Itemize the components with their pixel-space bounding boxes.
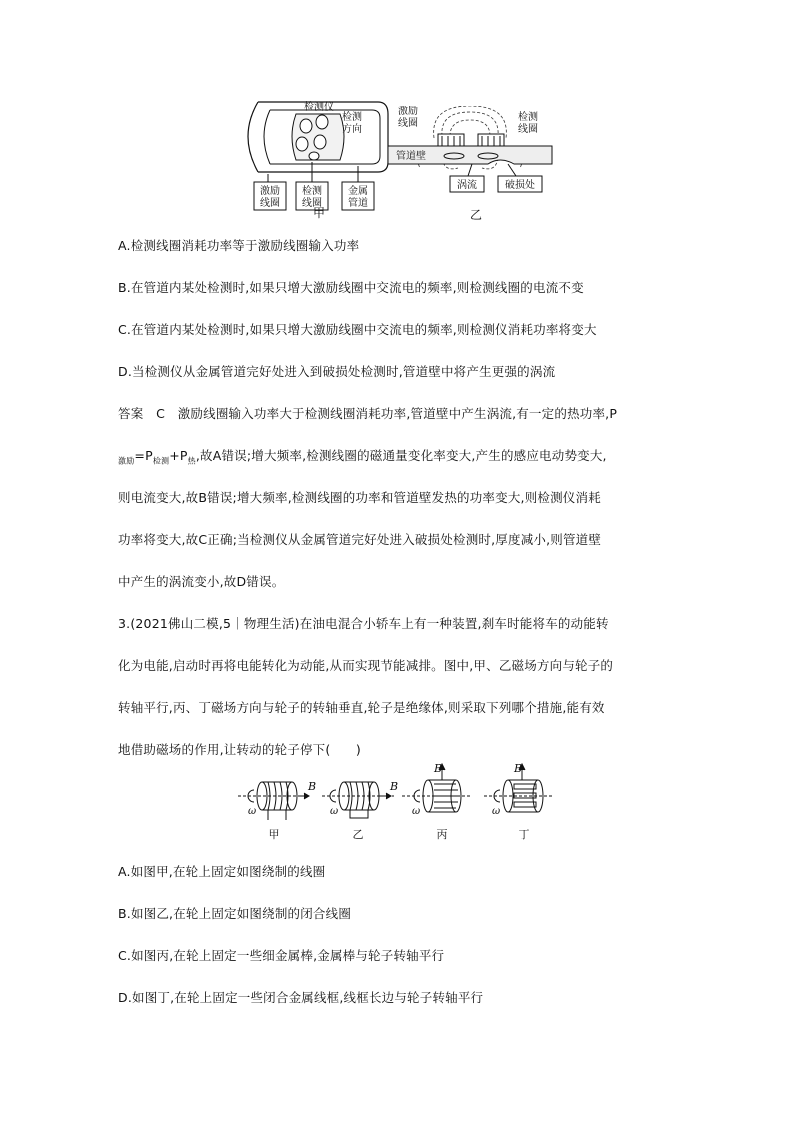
label-direction-2: 方向: [342, 124, 362, 135]
caption-wheel-ding: 丁: [518, 828, 530, 841]
q3-option-c: C.如图丙,在轮上固定一些细金属棒,金属棒与轮子转轴平行: [118, 948, 445, 963]
label-pipe-1: 金属: [348, 186, 368, 197]
field-b-yi: B: [390, 780, 399, 793]
label-detection-2: 线圈: [302, 198, 322, 209]
answer-line-3: 则电流变大,故B错误;增大频率,检测线圈的功率和管道壁发热的功率变大,则检测仪消耗: [118, 490, 601, 505]
q3-option-a: A.如图甲,在轮上固定如图绕制的线圈: [118, 864, 326, 879]
q3-option-b: B.如图乙,在轮上固定如图绕制的闭合线圈: [118, 906, 352, 921]
omega-jia: ω: [248, 806, 257, 817]
caption-wheel-yi: 乙: [352, 828, 364, 841]
caption-yi: 乙: [470, 208, 483, 222]
label-direction-1: 检测: [342, 112, 362, 123]
omega-ding: ω: [492, 806, 501, 817]
wheel-diagram: [234, 762, 560, 844]
field-b-jia: B: [308, 780, 317, 793]
q3-option-d: D.如图丁,在轮上固定一些闭合金属线框,线框长边与轮子转轴平行: [118, 990, 484, 1005]
label-yi-eddy: 涡流: [457, 180, 477, 191]
q3-stem-4: 地借助磁场的作用,让转动的轮子停下( ): [118, 742, 361, 757]
answer-sub-heat: 热: [187, 456, 196, 466]
q3-stem-1: 3.(2021佛山二模,5｜物理生活)在油电混合小轿车上有一种装置,刹车时能将车的动能转: [118, 616, 609, 631]
label-yi-detection-1: 检测: [518, 112, 538, 123]
caption-wheel-bing: 丙: [436, 828, 448, 841]
answer-eq-rest: ,故A错误;增大频率,检测线圈的磁通量变化率变大,产生的感应电动势变大,: [195, 448, 607, 463]
caption-jia: 甲: [313, 206, 326, 220]
q2-option-b: B.在管道内某处检测时,如果只增大激励线圈中交流电的频率,则检测线圈的电流不变: [118, 280, 584, 295]
q2-option-a: A.检测线圈消耗功率等于激励线圈输入功率: [118, 238, 360, 253]
caption-wheel-jia: 甲: [268, 828, 280, 841]
label-detection-1: 检测: [302, 186, 322, 197]
answer-sub-excitation: 激励: [118, 456, 135, 466]
answer-sub-detection: 检测: [152, 456, 170, 466]
answer-eq-2: +P: [169, 448, 188, 463]
label-yi-detection-2: 线圈: [518, 124, 538, 135]
answer-line-5: 中产生的涡流变小,故D错误。: [118, 574, 285, 589]
eddy-current-diagram: [384, 106, 560, 206]
label-yi-wall: 管道壁: [396, 151, 426, 162]
q2-option-d: D.当检测仪从金属管道完好处进入到破损处检测时,管道壁中将产生更强的涡流: [118, 364, 556, 379]
label-pipe-2: 管道: [348, 198, 368, 209]
field-b-bing: B: [434, 762, 443, 775]
label-excitation-2: 线圈: [260, 198, 280, 209]
label-yi-damage: 破损处: [505, 180, 535, 191]
figure-yi: [384, 106, 560, 206]
omega-yi: ω: [330, 806, 339, 817]
wheel-figure: [234, 762, 560, 844]
omega-bing: ω: [412, 806, 421, 817]
label-yi-excitation-1: 激励: [398, 106, 418, 117]
field-b-ding: B: [514, 762, 523, 775]
q2-option-c: C.在管道内某处检测时,如果只增大激励线圈中交流电的频率,则检测仪消耗功率将变大: [118, 322, 597, 337]
q3-stem-2: 化为电能,启动时再将电能转化为动能,从而实现节能减排。图中,甲、乙磁场方向与轮子的: [118, 658, 614, 673]
label-excitation-1: 激励: [260, 186, 280, 197]
q3-stem-3: 转轴平行,丙、丁磁场方向与轮子的转轴垂直,轮子是绝缘体,则采取下列哪个措施,能有效: [118, 700, 605, 715]
label-instrument: 检测仪: [304, 102, 334, 113]
answer-line-4: 功率将变大,故C正确;当检测仪从金属管道完好处进入破损处检测时,厚度减小,则管道壁: [118, 532, 602, 547]
answer-line-1: 答案 C 激励线圈输入功率大于检测线圈消耗功率,管道壁中产生涡流,有一定的热功率,P: [118, 406, 618, 421]
answer-line-2: [118, 446, 607, 467]
answer-eq-1: =P: [134, 448, 153, 463]
label-yi-excitation-2: 线圈: [398, 118, 418, 129]
